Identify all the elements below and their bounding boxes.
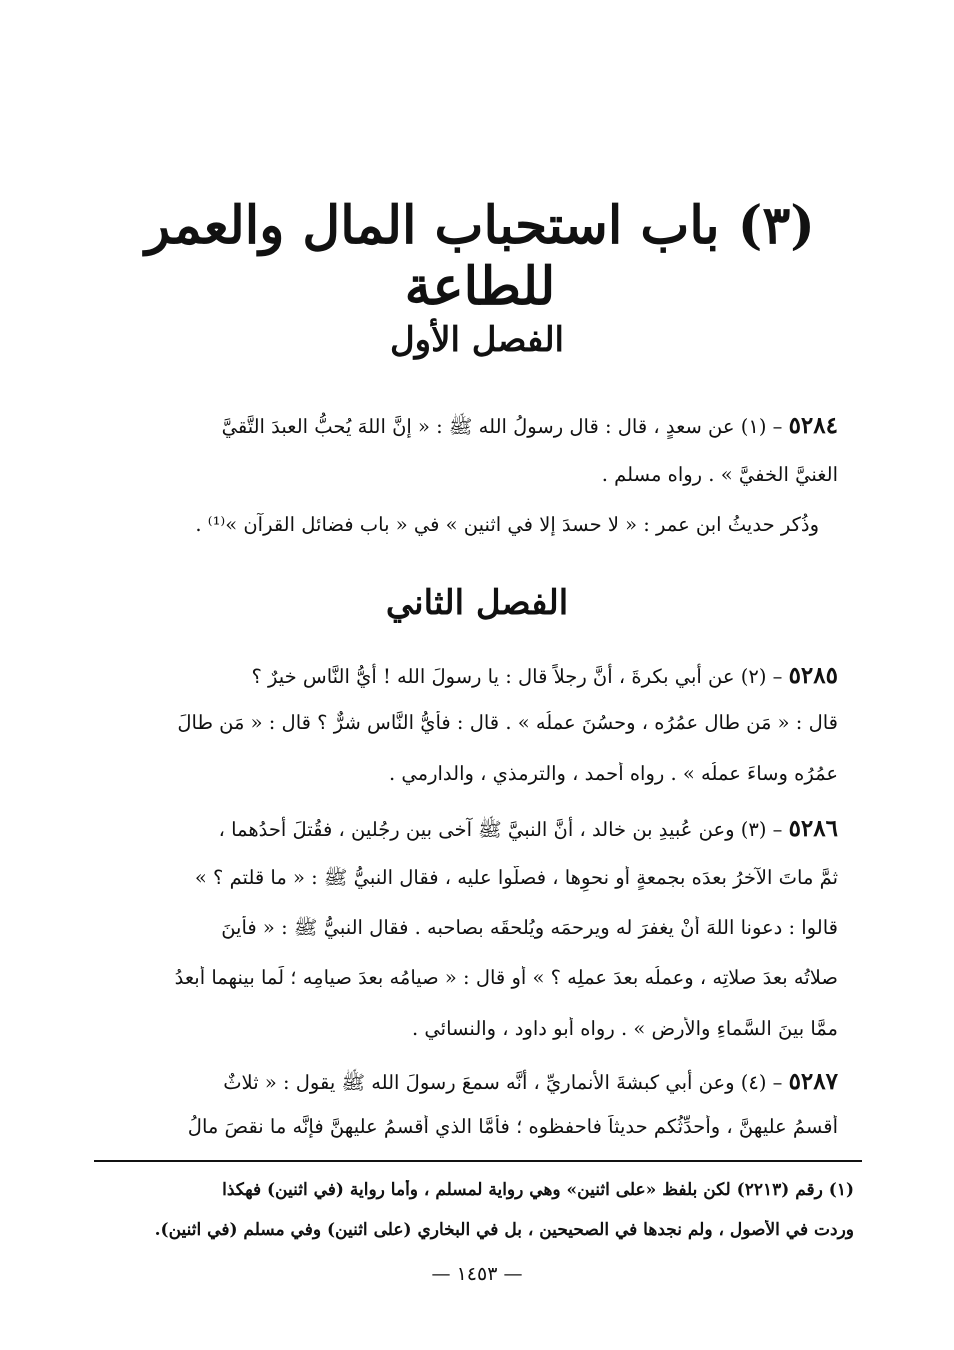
section-heading-second: الفصل الثاني bbox=[385, 583, 569, 623]
text-line bbox=[108, 1068, 838, 1099]
text-line bbox=[108, 966, 838, 989]
line-text: – (٣) وعن عُبيدِ بن خالد ، أنَّ النبيَّ ﷺ آخى بين رجُلين ، فقُتلَ أحدُهما ، bbox=[218, 818, 783, 841]
text-line bbox=[108, 711, 838, 734]
line-text: أُقسمُ عليهنَّ ، وأحدِّثُكم حديثاً فاحفظوه ؛ فأمَّا الذي أُقسمُ عليهنَّ فإنَّه ما نقصَ مالُ bbox=[187, 1115, 838, 1138]
text-line bbox=[108, 1115, 838, 1138]
text-line bbox=[108, 866, 838, 894]
line-text: قالوا : دعونا اللهَ أنْ يغفرَ له ويرحمَه ويُلحقَه بصاحبه . فقال النبيُّ ﷺ : « فأينَ bbox=[221, 916, 838, 939]
line-text: ممَّا بينَ السَّماءِ والأرضِ » . رواه أبو داود ، والنسائي . bbox=[412, 1017, 838, 1040]
text-line bbox=[108, 412, 838, 443]
line-text: عمُرُه وساءَ عملُه » . رواه أحمد ، والترمذي ، والدارمي . bbox=[388, 762, 838, 785]
text-line bbox=[108, 463, 838, 486]
footnote-divider bbox=[94, 1160, 862, 1162]
text-line bbox=[108, 815, 838, 846]
line-text: قال : « مَن طال عمُرُه ، وحسُنَ عملُه » . قال : فأيُّ النَّاسِ شرٌّ ؟ قال : « مَن طالَ bbox=[177, 711, 838, 734]
chapter-title: (٣) باب استحباب المال والعمر للطاعة bbox=[145, 195, 815, 317]
line-text: ثمَّ ماتَ الآخرُ بعدَه بجمعةٍ أو نحوِها ، فصلَّوا عليه ، فقال النبيُّ ﷺ : « ما قلتم ؟ » bbox=[194, 866, 838, 889]
text-line bbox=[89, 513, 819, 536]
text-line bbox=[108, 662, 838, 689]
text-line bbox=[108, 916, 838, 944]
footnote-line: (١) رقم (٢٢١٣) لكن بلفظ «على اثنين» وهي رواية لمسلم ، وأما رواية (في اثنين) فهكذا bbox=[222, 1180, 854, 1200]
hadith-number: ٥٢٨٤ bbox=[788, 412, 838, 439]
hadith-number: ٥٢٨٥ bbox=[788, 662, 838, 689]
line-text: – (٢) عن أبي بكرةَ ، أنَّ رجلاً قال : يا رسولَ الله ! أيُّ النَّاسِ خيرٌ ؟ bbox=[251, 665, 783, 688]
footnote-line: وردت في الأصول ، ولم نجدها في الصحيحين ، بل في البخاري (على اثنين) وفي مسلم (في اثنين). bbox=[154, 1220, 854, 1240]
line-text: وذُكر حديثُ ابن عمر : « لا حسدَ إلا في اثنين » في « باب فضائل القرآن »⁽¹⁾ . bbox=[195, 513, 819, 536]
text-line bbox=[108, 1017, 838, 1040]
line-text: – (١) عن سعدٍ ، قال : قال رسولُ الله ﷺ : « إنَّ اللهَ يُحبُّ العبدَ التَّقيَّ bbox=[221, 415, 783, 438]
hadith-number: ٥٢٨٧ bbox=[788, 1068, 838, 1095]
line-text: – (٤) وعن أبي كبشةَ الأنماريِّ ، أنَّه سمعَ رسولَ الله ﷺ يقول : « ثلاثٌ bbox=[223, 1071, 783, 1094]
section-heading-first: الفصل الأول bbox=[389, 320, 565, 360]
line-text: صلاتُه بعدَ صلاتِه ، وعملُه بعدَ عملِه ؟ » أو قال : « صيامُه بعدَ صيامِه ؛ لَما بينهما أبعدُ bbox=[174, 966, 838, 989]
text-line bbox=[108, 762, 838, 785]
page-number: — ١٤٥٣ — bbox=[431, 1263, 523, 1285]
line-text: الغنيَّ الخفيَّ » . رواه مسلم . bbox=[601, 463, 838, 486]
hadith-number: ٥٢٨٦ bbox=[788, 815, 838, 842]
